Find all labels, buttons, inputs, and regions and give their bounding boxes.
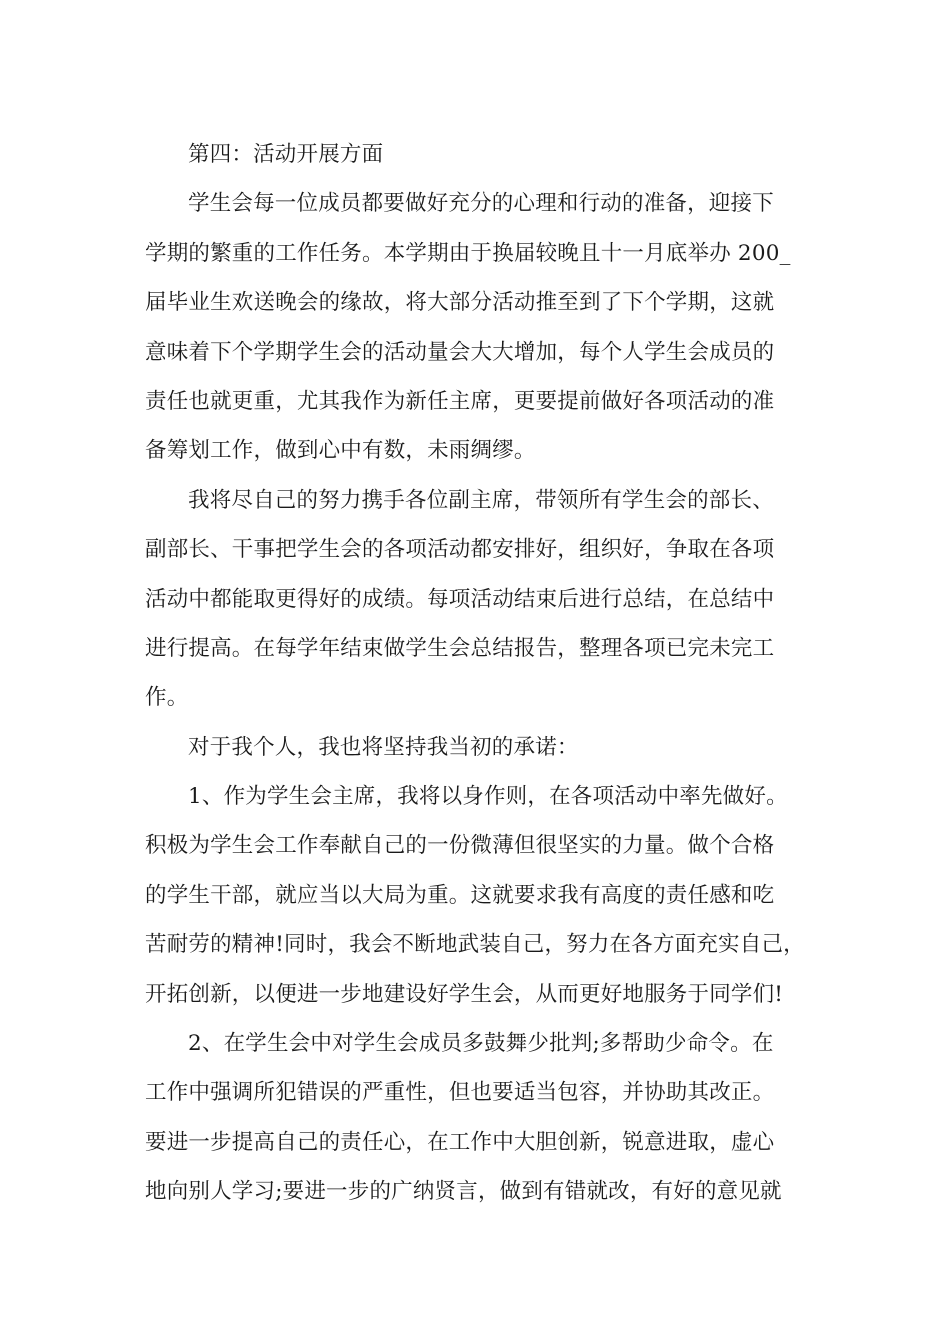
text-line: 意味着下个学期学生会的活动量会大大增加，每个人学生会成员的	[145, 339, 775, 365]
text-line: 备筹划工作，做到心中有数，未雨绸缪。	[145, 438, 536, 464]
text-line: 我将尽自己的努力携手各位副主席，带领所有学生会的部长、	[188, 487, 774, 513]
text-line: 积极为学生会工作奉献自己的一份微薄但很坚实的力量。做个合格	[145, 833, 775, 859]
text-line: 工作中强调所犯错误的严重性，但也要适当包容，并协助其改正。	[145, 1080, 775, 1106]
text-line: 1、作为学生会主席，我将以身作则，在各项活动中率先做好。	[188, 784, 788, 810]
text-line: 2、在学生会中对学生会成员多鼓舞少批判;多帮助少命令。在	[188, 1031, 774, 1057]
text-line: 开拓创新，以便进一步地建设好学生会，从而更好地服务于同学们!	[145, 981, 784, 1007]
text-line: 第四：活动开展方面	[188, 142, 384, 167]
text-line: 学期的繁重的工作任务。本学期由于换届较晚且十一月底举办 200_	[145, 240, 791, 266]
text-line: 地向别人学习;要进一步的广纳贤言，做到有错就改，有好的意见就	[145, 1179, 782, 1205]
text-line: 作。	[145, 685, 189, 711]
text-line: 对于我个人，我也将坚持我当初的承诺：	[188, 734, 579, 760]
text-line: 副部长、干事把学生会的各项活动都安排好，组织好，争取在各项	[145, 537, 775, 563]
text-line: 责任也就更重，尤其我作为新任主席，更要提前做好各项活动的准	[145, 388, 775, 414]
text-line: 进行提高。在每学年结束做学生会总结报告，整理各项已完未完工	[145, 635, 775, 661]
text-line: 苦耐劳的精神!同时，我会不断地武装自己，努力在各方面充实自己，	[145, 932, 805, 958]
document-body	[145, 130, 810, 1217]
text-line: 活动中都能取更得好的成绩。每项活动结束后进行总结，在总结中	[145, 586, 775, 612]
text-line: 学生会每一位成员都要做好充分的心理和行动的准备，迎接下	[188, 191, 774, 217]
text-line: 的学生干部，就应当以大局为重。这就要求我有高度的责任感和吃	[145, 882, 775, 908]
text-line: 要进一步提高自己的责任心，在工作中大胆创新，锐意进取，虚心	[145, 1129, 775, 1155]
text-line: 届毕业生欢送晚会的缘故，将大部分活动推至到了下个学期，这就	[145, 290, 775, 316]
